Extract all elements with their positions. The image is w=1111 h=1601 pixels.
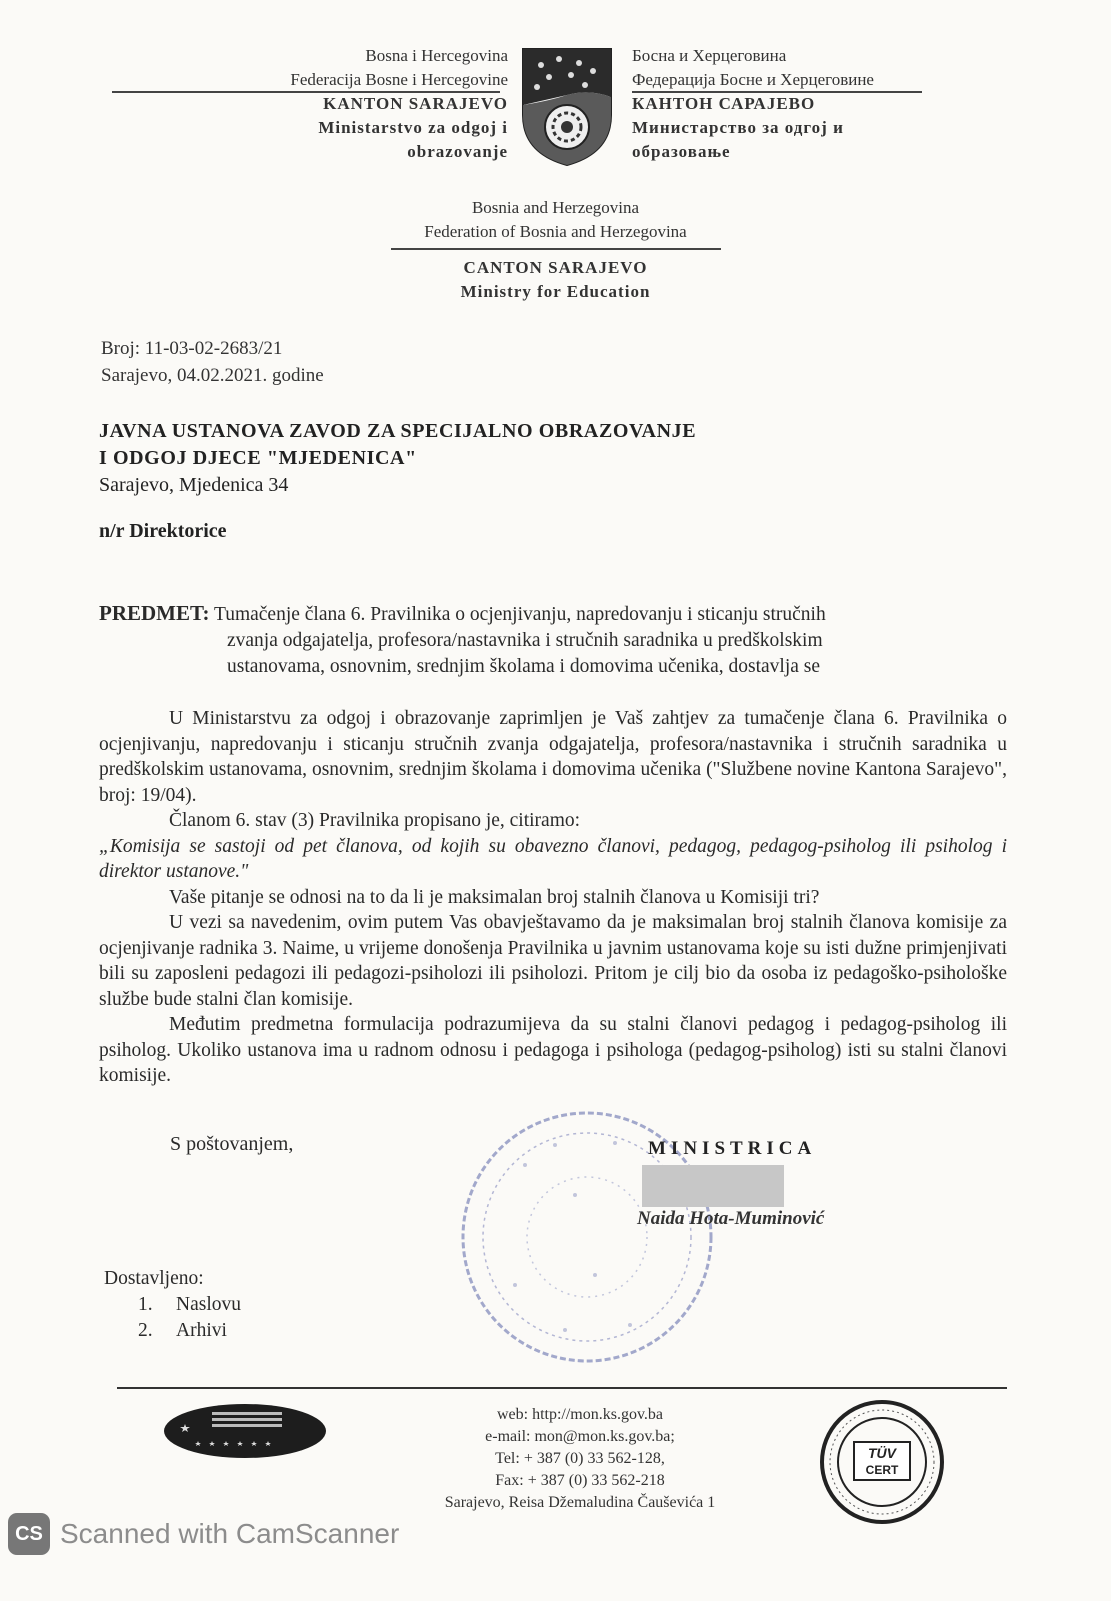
- body-paragraph: U Ministarstvu za odgoj i obrazovanje zaprimljen je Vaš zahtjev za tumačenje člana 6. Pravilnika o ocjenjivanju, napredovanju i sticanju stručnih zvanja odgajatelja, profesora/nastavnika i stručnih saradnika u predškolskim ustanovama, osnovnim, srednjim školama i domovima učenika ("Službene novine Kantona Sarajevo", broj: 19/04).: [99, 708, 1007, 806]
- footer-fax: Fax: + 387 (0) 33 562-218: [495, 1472, 665, 1489]
- addressee-block: [99, 418, 696, 499]
- header-center: [0, 196, 1111, 304]
- header-left-line: obrazovanje: [407, 142, 508, 161]
- cert-label: CERT: [865, 1463, 899, 1477]
- attention-line: n/r Direktorice: [99, 520, 227, 542]
- header-right-canton: КАНТОН САРАЈЕВО: [632, 94, 816, 113]
- european-region-badge-icon: [162, 1402, 328, 1460]
- subject-label: PREDMET:: [99, 601, 210, 625]
- header-right-line: образовање: [632, 142, 731, 161]
- header-right-line: Босна и Херцеговина: [632, 46, 787, 65]
- delivered-list: [104, 1292, 241, 1344]
- header-left-line: Federacija Bosne i Hercegovine: [290, 70, 508, 89]
- header-center-rule: [391, 248, 721, 250]
- subject-block: [99, 600, 939, 680]
- closing-regards: S poštovanjem,: [170, 1133, 294, 1155]
- subject-text: Tumačenje člana 6. Pravilnika o ocjenjivanju, napredovanju i sticanju stručnih: [213, 604, 826, 625]
- footer-contact: [400, 1404, 760, 1514]
- footer-email: e-mail: mon@mon.ks.gov.ba;: [485, 1428, 675, 1445]
- body-quote: „Komisija se sastoji od pet članova, od kojih su obavezno članovi, pedagog, pedagog-psiholog ili psiholog i direktor ustanove.": [99, 835, 1007, 882]
- list-item: [138, 1292, 241, 1318]
- header-left-rule: [112, 91, 500, 93]
- reference-block: [101, 335, 324, 389]
- subject-text: zvanja odgajatelja, profesora/nastavnika i stručnih saradnika u predškolskim: [227, 630, 823, 651]
- header-right-line: Федерација Босне и Херцеговине: [632, 70, 874, 89]
- addressee-name: I ODGOJ DJECE "MJEDENICA": [99, 447, 417, 469]
- header-left-line: Ministarstvo za odgoj i: [318, 118, 508, 137]
- header-right-line: Министарство за одгој и: [632, 118, 844, 137]
- signatory-title: MINISTRICA: [648, 1138, 817, 1159]
- cert-brand: TÜV: [868, 1445, 896, 1461]
- list-item-number: 1.: [138, 1294, 153, 1315]
- list-item-text: Naslovu: [176, 1294, 241, 1315]
- header-left-canton: KANTON SARAJEVO: [323, 94, 508, 113]
- list-item-text: Arhivi: [176, 1320, 227, 1341]
- camscanner-logo-icon: CS: [8, 1513, 50, 1555]
- signatory-name: Naida Hota-Muminović: [637, 1208, 825, 1229]
- list-item: [138, 1318, 241, 1344]
- body-paragraph: Vaše pitanje se odnosi na to da li je maksimalan broj stalnih članova u Komisiji tri?: [169, 886, 820, 908]
- camscanner-watermark: [8, 1512, 399, 1556]
- addressee-name: JAVNA USTANOVA ZAVOD ZA SPECIJALNO OBRAZOVANJE: [99, 420, 697, 442]
- redacted-signature: [642, 1165, 784, 1207]
- header-center-ministry: Ministry for Education: [460, 281, 651, 301]
- letter-body: [99, 706, 1007, 1089]
- footer-tel: Tel: + 387 (0) 33 562-128,: [495, 1450, 665, 1467]
- list-item-number: 2.: [138, 1320, 153, 1341]
- header-center-line: Bosnia and Herzegovina: [471, 198, 640, 217]
- subject-text: ustanovama, osnovnim, srednjim školama i domovima učenika, dostavlja se: [227, 656, 821, 677]
- reference-date: Sarajevo, 04.02.2021. godine: [101, 365, 324, 386]
- header-right: [632, 44, 874, 164]
- footer-address: Sarajevo, Reisa Džemaludina Čauševića 1: [444, 1494, 716, 1511]
- body-paragraph: Članom 6. stav (3) Pravilnika propisano je, citiramo:: [169, 810, 581, 831]
- addressee-address: Sarajevo, Mjedenica 34: [99, 474, 289, 496]
- delivered-block: [104, 1266, 241, 1344]
- footer-web: web: http://mon.ks.gov.ba: [496, 1406, 664, 1423]
- reference-number: Broj: 11-03-02-2683/21: [101, 338, 283, 359]
- delivered-label: Dostavljeno:: [104, 1268, 204, 1289]
- footer-rule: [117, 1387, 1007, 1389]
- body-paragraph: U vezi sa navedenim, ovim putem Vas obavještavamo da je maksimalan broj stalnih članova komisije za ocjenjivanje radnika 3. Naime, u vrijeme donošenja Pravilnika u javnim ustanovama koje su isti dužne primjenjivati bili su zaposleni pedagozi ili pedagozi-psiholozi ili psiholozi. Pritom je cilj bio da osoba iz pedagoško-psihološke službe bude stalni član komisije.: [99, 912, 1007, 1010]
- header-left: [290, 44, 508, 164]
- body-paragraph: Međutim predmetna formulacija podrazumijeva da su stalni članovi pedagog i pedagog-psiholog ili psiholog. Ukoliko ustanova ima u radnom odnosu i pedagoga i psihologa (pedagog-psiholog) isti su stalni članovi komisije.: [99, 1014, 1007, 1086]
- header-center-canton: CANTON SARAJEVO: [463, 257, 648, 277]
- header-center-line: Federation of Bosnia and Herzegovina: [424, 222, 687, 241]
- header-right-rule: [632, 91, 922, 93]
- header-left-line: Bosna i Hercegovina: [365, 46, 508, 65]
- camscanner-text: Scanned with CamScanner: [60, 1518, 400, 1549]
- tuv-cert-seal-icon: [818, 1398, 946, 1526]
- coat-of-arms-icon: [519, 45, 615, 167]
